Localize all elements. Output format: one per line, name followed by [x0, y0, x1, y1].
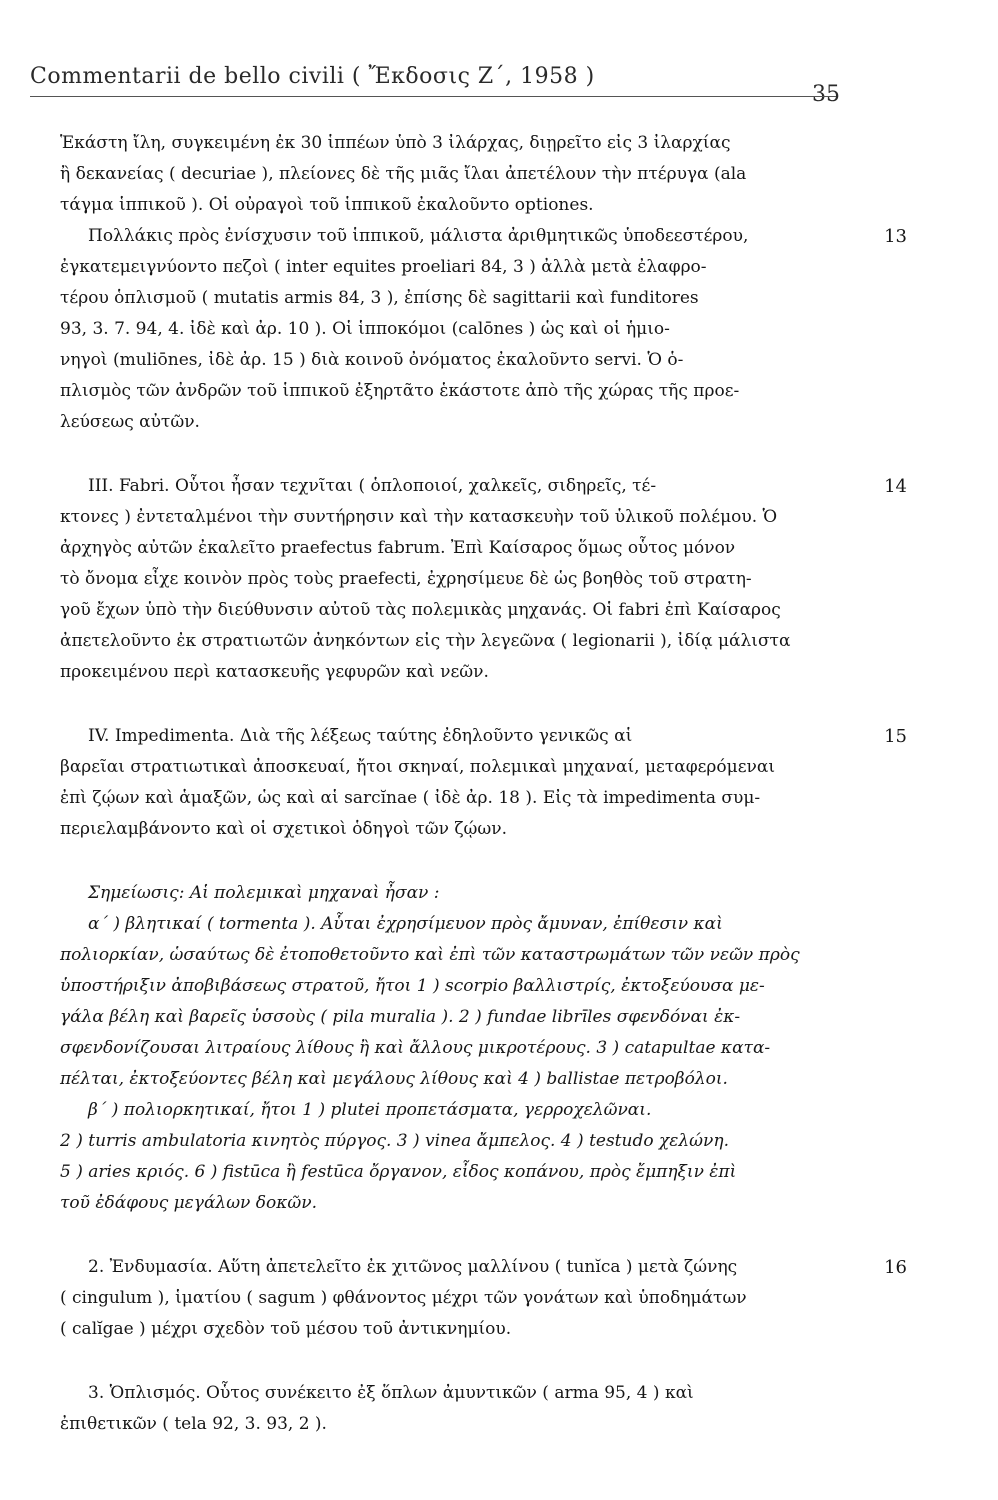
- margin-number: 14: [884, 476, 907, 497]
- text-line: [60, 1252, 907, 1283]
- section-note: [60, 878, 875, 1219]
- text-line: τέρου ὁπλισμοῦ ( mutatis armis 84, 3 ), ἐπίσης δὲ sagittarii καὶ funditores: [60, 288, 699, 308]
- text-line: ὑποστήριξιν ἀποβιβάσεως στρατοῦ, ἤτοι 1 ) scorpio βαλλιστρίς, ἐκτοξεύουσα με-: [60, 976, 765, 996]
- section-clothing: [60, 1252, 907, 1345]
- margin-number: 15: [884, 726, 907, 747]
- text-line: κτονες ) ἐντεταλμένοι τὴν συντήρησιν καὶ τὴν κατασκευὴν τοῦ ὑλικοῦ πολέμου. Ὁ: [60, 507, 778, 527]
- text-line: τάγμα ἱππικοῦ ). Οἱ οὐραγοὶ τοῦ ἱππικοῦ ἐκαλοῦντο optiones.: [60, 195, 594, 215]
- margin-number: 13: [884, 226, 907, 247]
- text-line: ἐπιθετικῶν ( tela 92, 3. 93, 2 ).: [60, 1414, 327, 1434]
- text-line: τοῦ ἐδάφους μεγάλων δοκῶν.: [60, 1193, 318, 1213]
- text-line: Ἑκάστη ἴλη, συγκειμένη ἐκ 30 ἱππέων ὑπὸ 3 ἰλάρχας, διῃρεῖτο εἰς 3 ἰλαρχίας: [60, 133, 731, 153]
- text-line: α΄ ) βλητικαί ( tormenta ). Αὗται ἐχρησίμευον πρὸς ἄμυναν, ἐπίθεσιν καὶ: [88, 914, 723, 934]
- text-line: λεύσεως αὐτῶν.: [60, 412, 200, 432]
- text-line: τὸ ὄνομα εἶχε κοινὸν πρὸς τοὺς praefecti, ἐχρησίμευε δὲ ὡς βοηθὸς τοῦ στρατη-: [60, 569, 752, 589]
- text-line: ( cingulum ), ἱματίου ( sagum ) φθάνοντος μέχρι τῶν γονάτων καὶ ὑποδημάτων: [60, 1288, 747, 1308]
- text-line: β΄ ) πολιορκητικαί, ἤτοι 1 ) plutei προπετάσματα, γερροχελῶναι.: [88, 1100, 652, 1120]
- text-line: πέλται, ἐκτοξεύοντες βέλη καὶ μεγάλους λίθους καὶ 4 ) ballistae πετροβόλοι.: [60, 1069, 728, 1089]
- text-line-content: IV. Impedimenta. Διὰ τῆς λέξεως ταύτης ἐδηλοῦντο γενικῶς αἱ: [88, 726, 633, 746]
- header-rule: [30, 96, 836, 97]
- text-line: νηγοὶ (muliōnes, ἰδὲ ἀρ. 15 ) διὰ κοινοῦ ὀνόματος ἐκαλοῦντο servi. Ὁ ὁ-: [60, 350, 684, 370]
- text-line: βαρεῖαι στρατιωτικαὶ ἀποσκευαί, ἤτοι σκηναί, πολεμικαὶ μηχαναί, μεταφερόμεναι: [60, 757, 775, 777]
- text-line: Σημείωσις: Αἱ πολεμικαὶ μηχαναὶ ἦσαν :: [88, 883, 440, 903]
- text-line: ἐγκατεμειγνύοντο πεζοὶ ( inter equites proeliari 84, 3 ) ἀλλὰ μετὰ ἐλαφρο-: [60, 257, 707, 277]
- page-number: 35: [812, 82, 840, 107]
- running-header: Commentarii de bello civili ( Ἔκδοσις Ζ΄, 1958 ): [30, 64, 595, 89]
- text-line: [60, 221, 907, 252]
- text-line: [60, 721, 907, 752]
- text-line: περιελαμβάνοντο καὶ οἱ σχετικοὶ ὁδηγοὶ τῶν ζῴων.: [60, 819, 507, 839]
- text-line: ἀρχηγὸς αὐτῶν ἐκαλεῖτο praefectus fabrum. Ἐπὶ Καίσαρος ὅμως οὗτος μόνον: [60, 538, 736, 558]
- text-line: σφενδονίζουσαι λιτραίους λίθους ἢ καὶ ἄλλους μικροτέρους. 3 ) catapultae κατα-: [60, 1038, 771, 1058]
- section-impedimenta: [60, 721, 907, 845]
- text-line-content: 2. Ἐνδυμασία. Αὕτη ἀπετελεῖτο ἐκ χιτῶνος μαλλίνου ( tunĭca ) μετὰ ζώνης: [88, 1257, 738, 1277]
- text-line: γάλα βέλη καὶ βαρεῖς ὑσσοὺς ( pila muralia ). 2 ) fundae librīles σφενδόναι ἐκ-: [60, 1007, 741, 1027]
- text-line: πολιορκίαν, ὡσαύτως δὲ ἐτοποθετοῦντο καὶ ἐπὶ τῶν καταστρωμάτων τῶν νεῶν πρὸς: [60, 945, 800, 965]
- text-line: ἐπὶ ζῴων καὶ ἁμαξῶν, ὡς καὶ αἱ sarcĭnae ( ἰδὲ ἀρ. 18 ). Εἰς τὰ impedimenta συμ-: [60, 788, 761, 808]
- text-line: [60, 471, 907, 502]
- text-line: 5 ) aries κριός. 6 ) fistūca ἢ festūca ὄργανον, εἶδος κοπάνου, πρὸς ἔμπηξιν ἐπὶ: [60, 1162, 737, 1182]
- section-fabri: [60, 471, 907, 688]
- margin-number: 16: [884, 1257, 907, 1278]
- text-line: πλισμὸς τῶν ἀνδρῶν τοῦ ἱππικοῦ ἐξηρτᾶτο ἑκάστοτε ἀπὸ τῆς χώρας τῆς προε-: [60, 381, 740, 401]
- text-line: ἀπετελοῦντο ἐκ στρατιωτῶν ἀνηκόντων εἰς τὴν λεγεῶνα ( legionarii ), ἰδίᾳ μάλιστα: [60, 631, 791, 651]
- document-body: [60, 128, 907, 1440]
- text-line: προκειμένου περὶ κατασκευῆς γεφυρῶν καὶ νεῶν.: [60, 662, 489, 682]
- text-line-content: Πολλάκις πρὸς ἐνίσχυσιν τοῦ ἱππικοῦ, μάλιστα ἀριθμητικῶς ὑποδεεστέρου,: [88, 226, 749, 246]
- text-line: ἢ δεκανείας ( decuriae ), πλείονες δὲ τῆς μιᾶς ἴλαι ἀπετέλουν τὴν πτέρυγα (ala: [60, 164, 747, 184]
- text-line: ( calĭgae ) μέχρι σχεδὸν τοῦ μέσου τοῦ ἀντικνημίου.: [60, 1319, 512, 1339]
- section-armament: [60, 1378, 875, 1440]
- text-line: 3. Ὁπλισμός. Οὗτος συνέκειτο ἐξ ὅπλων ἀμυντικῶν ( arma 95, 4 ) καὶ: [88, 1383, 694, 1403]
- text-line-content: III. Fabri. Οὗτοι ἦσαν τεχνῖται ( ὁπλοποιοί, χαλκεῖς, σιδηρεῖς, τέ-: [88, 476, 657, 496]
- text-line: γοῦ ἔχων ὑπὸ τὴν διεύθυνσιν αὐτοῦ τὰς πολεμικὰς μηχανάς. Οἱ fabri ἐπὶ Καίσαρος: [60, 600, 781, 620]
- section-cavalry: [60, 128, 907, 438]
- text-line: 2 ) turris ambulatoria κινητὸς πύργος. 3 ) vinea ἄμπελος. 4 ) testudo χελώνη.: [60, 1131, 729, 1151]
- text-line: 93, 3. 7. 94, 4. ἰδὲ καὶ ἀρ. 10 ). Οἱ ἱπποκόμοι (calōnes ) ὡς καὶ οἱ ἡμιο-: [60, 319, 670, 339]
